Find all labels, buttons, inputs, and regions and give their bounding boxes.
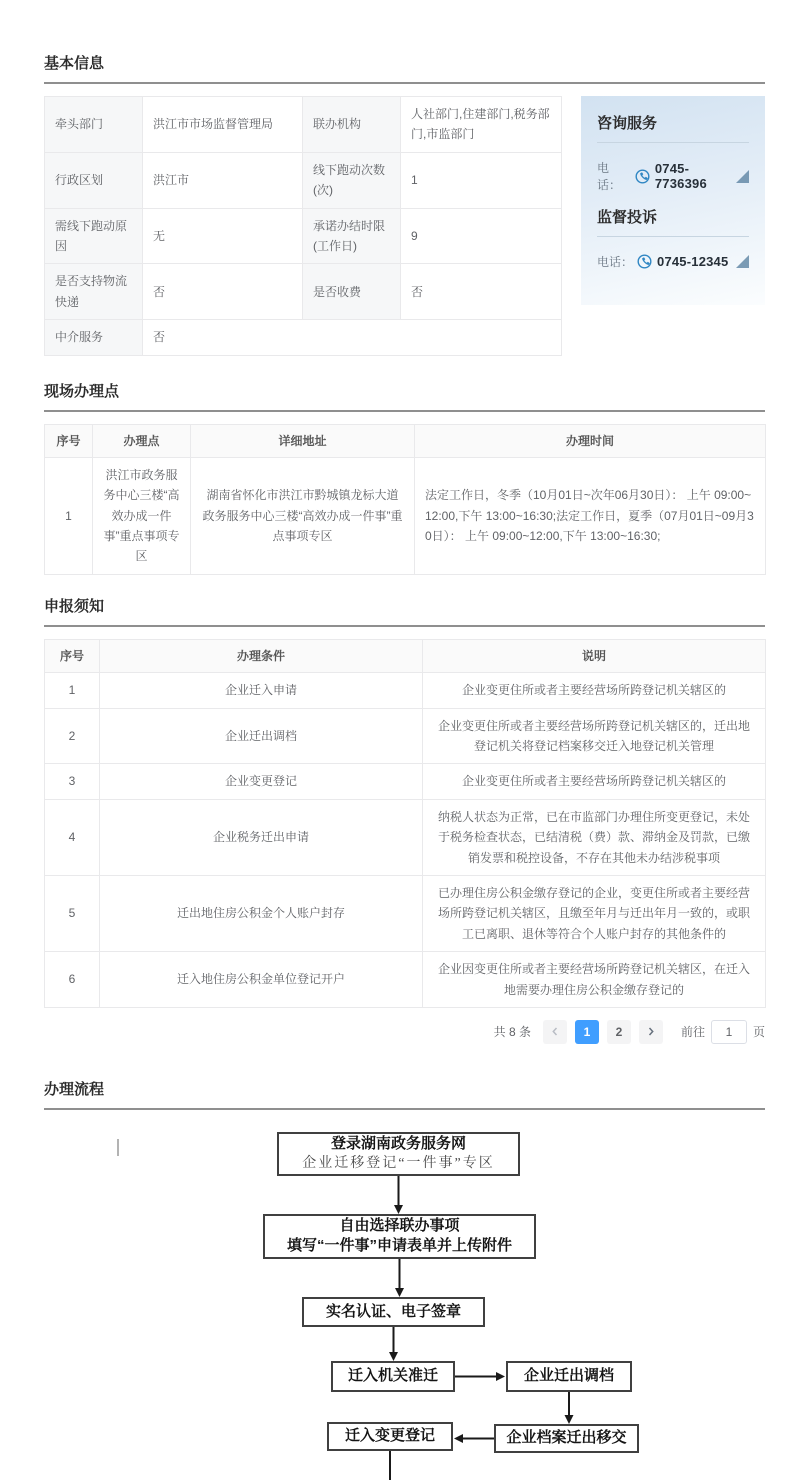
basic-info-table bbox=[44, 96, 562, 356]
cell-condition: 企业变更登记 bbox=[100, 764, 423, 799]
next-page-button[interactable] bbox=[639, 1020, 663, 1044]
field-label: 是否收费 bbox=[303, 264, 401, 320]
table-row bbox=[45, 208, 562, 264]
cell-no: 4 bbox=[45, 799, 100, 875]
goto-page-input[interactable] bbox=[711, 1020, 747, 1044]
flow-node-text: 登录湖南政务服务网 bbox=[330, 1135, 466, 1153]
flow-node-change-registration bbox=[327, 1422, 453, 1451]
field-label: 承诺办结时限(工作日) bbox=[303, 208, 401, 264]
flow-node-text: 企业档案迁出移交 bbox=[506, 1429, 627, 1447]
consult-service-title: 咨询服务 bbox=[597, 115, 658, 132]
col-header-condition: 办理条件 bbox=[100, 639, 423, 672]
table-row bbox=[45, 708, 766, 764]
cell-no: 1 bbox=[45, 673, 100, 708]
flowchart bbox=[0, 1110, 793, 1480]
flow-node-subtext: 企业迁移登记“一件事”专区 bbox=[302, 1155, 495, 1171]
table-row bbox=[45, 875, 766, 951]
expand-corner-icon[interactable] bbox=[736, 170, 749, 183]
cell-description: 企业因变更住所或者主要经营场所跨登记机关辖区，在迁入地需要办理住房公积金缴存登记的 bbox=[423, 952, 766, 1008]
flow-node-text: 实名认证、电子签章 bbox=[325, 1302, 461, 1320]
basic-info-area bbox=[44, 96, 765, 356]
prev-page-button[interactable] bbox=[543, 1020, 567, 1044]
flow-node-text: 自由选择联办事项 bbox=[339, 1217, 460, 1235]
flow-node-text: 迁入变更登记 bbox=[344, 1427, 435, 1445]
cell-condition: 企业迁出调档 bbox=[100, 708, 423, 764]
page-button-1[interactable]: 1 bbox=[575, 1020, 599, 1044]
field-value: 洪江市 bbox=[143, 152, 303, 208]
table-row bbox=[45, 97, 562, 153]
cell-description: 企业变更住所或者主要经营场所跨登记机关辖区的 bbox=[423, 673, 766, 708]
complaint-title: 监督投诉 bbox=[597, 209, 658, 226]
cell-no: 1 bbox=[45, 457, 93, 574]
phone-label: 电话： bbox=[597, 255, 634, 269]
table-row bbox=[45, 799, 766, 875]
field-label: 行政区划 bbox=[45, 152, 143, 208]
section-title-basic-info: 基本信息 bbox=[44, 52, 765, 84]
cell-no: 5 bbox=[45, 875, 100, 951]
pagination bbox=[44, 1020, 765, 1044]
cell-description: 纳税人状态为正常，已在市监部门办理住所变更登记，未处于税务检查状态，已结清税（费）款、滞纳金及罚款，已缴销发票和税控设备，不存在其他未办结涉税事项 bbox=[423, 799, 766, 875]
phone-icon bbox=[635, 169, 650, 184]
page-unit-label: 页 bbox=[752, 1025, 765, 1040]
phone-label: 电话： bbox=[597, 161, 622, 192]
table-row bbox=[45, 952, 766, 1008]
consult-phone-number: 0745-7736396 bbox=[654, 161, 707, 191]
cell-point: 洪江市政务服务中心三楼“高效办成一件事”重点事项专区 bbox=[93, 457, 191, 574]
col-header-point: 办理点 bbox=[93, 424, 191, 457]
field-label: 中介服务 bbox=[45, 320, 143, 355]
site-table bbox=[44, 424, 766, 575]
divider bbox=[597, 142, 749, 143]
field-label: 是否支持物流快递 bbox=[45, 264, 143, 320]
field-value: 9 bbox=[401, 208, 562, 264]
flow-node-text: 迁入机关准迁 bbox=[347, 1367, 438, 1385]
flow-node-archive-transfer bbox=[494, 1424, 639, 1453]
col-header-no: 序号 bbox=[45, 424, 93, 457]
field-value: 人社部门,住建部门,税务部门,市监部门 bbox=[401, 97, 562, 153]
divider bbox=[597, 236, 749, 237]
col-header-no: 序号 bbox=[45, 639, 100, 672]
cell-condition: 企业迁入申请 bbox=[100, 673, 423, 708]
field-value: 否 bbox=[143, 264, 303, 320]
phone-icon bbox=[637, 254, 652, 269]
flow-node-move-out-archive bbox=[506, 1361, 632, 1392]
field-label: 联办机构 bbox=[303, 97, 401, 153]
chevron-left-icon bbox=[551, 1027, 559, 1036]
flow-node-move-in-approval bbox=[331, 1361, 455, 1392]
flow-node-subtext: 填写“一件事”申请表单并上传附件 bbox=[286, 1237, 512, 1255]
section-title-flow: 办理流程 bbox=[44, 1078, 765, 1110]
cell-condition: 迁出地住房公积金个人账户封存 bbox=[100, 875, 423, 951]
section-title-site: 现场办理点 bbox=[44, 380, 765, 412]
table-row bbox=[45, 320, 562, 355]
cell-time: 法定工作日，冬季（10月01日~次年06月30日）： 上午 09:00~12:00,下午 13:00~16:30;法定工作日，夏季（07月01日~09月30日）： 上午 09:00~12:00,下午 13:00~16:30; bbox=[415, 457, 766, 574]
field-label: 线下跑动次数(次) bbox=[303, 152, 401, 208]
goto-label: 前往 bbox=[680, 1025, 705, 1040]
table-header-row bbox=[45, 424, 766, 457]
cell-address: 湖南省怀化市洪江市黔城镇龙标大道政务服务中心三楼“高效办成一件事”重点事项专区 bbox=[191, 457, 415, 574]
field-label: 牵头部门 bbox=[45, 97, 143, 153]
flow-node-text: 企业迁出调档 bbox=[523, 1367, 614, 1385]
consult-phone-row bbox=[597, 159, 749, 193]
field-value: 否 bbox=[401, 264, 562, 320]
cell-no: 6 bbox=[45, 952, 100, 1008]
page-button-2[interactable]: 2 bbox=[607, 1020, 631, 1044]
table-row bbox=[45, 264, 562, 320]
pagination-total: 共 8 条 bbox=[493, 1025, 531, 1040]
col-header-description: 说明 bbox=[423, 639, 766, 672]
table-row bbox=[45, 764, 766, 799]
text-cursor-artifact bbox=[117, 1139, 119, 1156]
table-row bbox=[45, 152, 562, 208]
flow-node-select-items bbox=[263, 1214, 536, 1259]
table-header-row bbox=[45, 639, 766, 672]
cell-condition: 迁入地住房公积金单位登记开户 bbox=[100, 952, 423, 1008]
expand-corner-icon[interactable] bbox=[736, 255, 749, 268]
field-value: 洪江市市场监督管理局 bbox=[143, 97, 303, 153]
chevron-right-icon bbox=[647, 1027, 655, 1036]
cell-description: 企业变更住所或者主要经营场所跨登记机关辖区的，迁出地登记机关将登记档案移交迁入地登记机关管理 bbox=[423, 708, 766, 764]
contact-panel bbox=[581, 96, 765, 305]
field-value: 1 bbox=[401, 152, 562, 208]
table-row bbox=[45, 673, 766, 708]
goto-page-group bbox=[681, 1020, 765, 1044]
flow-node-auth-sign bbox=[302, 1297, 485, 1327]
table-row bbox=[45, 457, 766, 574]
notice-table bbox=[44, 639, 766, 1008]
flow-node-login bbox=[277, 1132, 520, 1176]
col-header-time: 办理时间 bbox=[415, 424, 766, 457]
section-title-notice: 申报须知 bbox=[44, 595, 765, 627]
cell-description: 已办理住房公积金缴存登记的企业，变更住所或者主要经营场所跨登记机关辖区，且缴至年月与迁出年月一致的，或职工已离职、退休等符合个人账户封存的其他条件的 bbox=[423, 875, 766, 951]
cell-no: 3 bbox=[45, 764, 100, 799]
field-label: 需线下跑动原因 bbox=[45, 208, 143, 264]
complaint-phone-number: 0745-12345 bbox=[657, 254, 729, 269]
cell-description: 企业变更住所或者主要经营场所跨登记机关辖区的 bbox=[423, 764, 766, 799]
field-value: 无 bbox=[143, 208, 303, 264]
complaint-phone-row bbox=[597, 253, 749, 270]
cell-no: 2 bbox=[45, 708, 100, 764]
cell-condition: 企业税务迁出申请 bbox=[100, 799, 423, 875]
col-header-address: 详细地址 bbox=[191, 424, 415, 457]
field-value: 否 bbox=[143, 320, 562, 355]
